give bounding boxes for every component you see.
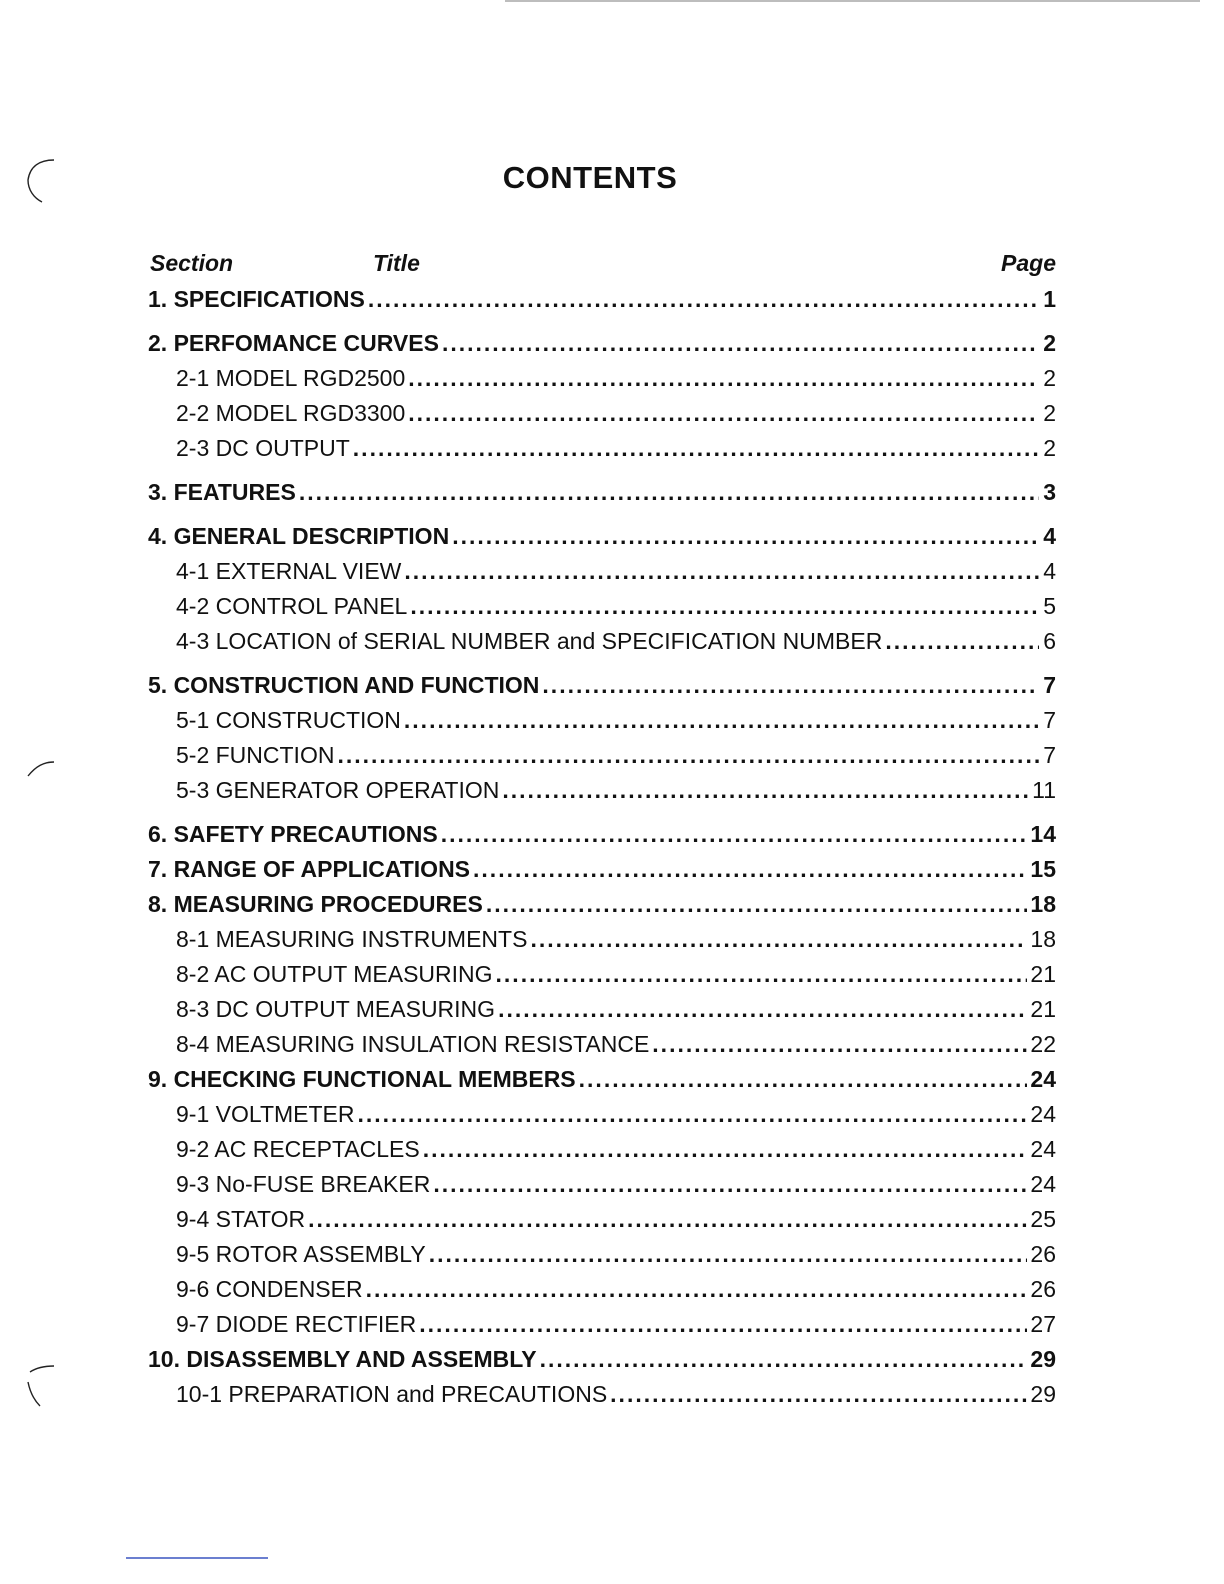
toc-entry-title: 9-3 No-FUSE BREAKER [176,1171,431,1197]
toc-page-number: 7 [1043,707,1056,733]
toc-entry-title: 8-4 MEASURING INSULATION RESISTANCE [176,1031,650,1057]
toc-entry-title: 8-1 MEASURING INSTRUMENTS [176,926,528,952]
toc-dot-leader [610,1377,1027,1412]
toc-dot-leader [579,1062,1028,1097]
toc-page-number: 5 [1043,593,1056,619]
toc-entry-title: 2-3 DC OUTPUT [176,435,350,461]
toc-dot-leader [442,326,1039,361]
toc-dot-leader [408,396,1039,431]
toc-subsection-row [148,1307,1056,1342]
toc-dot-leader [502,773,1029,808]
toc-dot-leader [410,589,1039,624]
toc-page-number: 27 [1030,1311,1056,1337]
toc-page-number: 15 [1030,856,1056,882]
toc-dot-leader [353,431,1039,466]
toc-subsection-row [148,922,1056,957]
toc-subsection-row [148,624,1056,659]
toc-subsection-row [148,1202,1056,1237]
toc-page-number: 11 [1032,777,1056,803]
toc-entry-title: 4. GENERAL DESCRIPTION [148,523,450,549]
toc-subsection-row [148,1167,1056,1202]
toc-subsection-row [148,738,1056,773]
toc-page-number: 14 [1030,821,1056,847]
toc-dot-leader [540,1342,1028,1377]
toc-subsection-row [148,1097,1056,1132]
toc-entry-title: 10-1 PREPARATION and PRECAUTIONS [176,1381,608,1407]
toc-subsection-row [148,957,1056,992]
toc-entry-title: 2-1 MODEL RGD2500 [176,365,406,391]
toc-entry-title: 9-6 CONDENSER [176,1276,363,1302]
toc-entry-title: 4-3 LOCATION of SERIAL NUMBER and SPECIFICATION NUMBER [176,628,883,654]
column-header-page: Page [1001,250,1056,276]
toc-entry-title: 5. CONSTRUCTION AND FUNCTION [148,672,540,698]
table-of-contents [148,282,1056,1412]
toc-page-number: 26 [1030,1241,1056,1267]
toc-page-number: 25 [1030,1206,1056,1232]
toc-dot-leader [299,475,1039,510]
column-header-section: Section [150,250,234,276]
scan-top-rule [505,0,1200,2]
toc-entry-title: 2-2 MODEL RGD3300 [176,400,406,426]
toc-dot-leader [433,1167,1027,1202]
toc-page-number: 24 [1030,1066,1056,1092]
toc-dot-leader [452,519,1039,554]
toc-entry-title: 9-7 DIODE RECTIFIER [176,1311,417,1337]
toc-page-number: 2 [1043,365,1056,391]
toc-page-number: 4 [1043,523,1056,549]
toc-page-number: 22 [1030,1031,1056,1057]
toc-section-row [148,1342,1056,1377]
toc-dot-leader [404,554,1039,589]
toc-subsection-row [148,1132,1056,1167]
toc-dot-leader [358,1097,1028,1132]
toc-section-row [148,519,1056,554]
toc-dot-leader [652,1027,1027,1062]
toc-page-number: 4 [1043,558,1056,584]
toc-section-row [148,887,1056,922]
toc-section-row [148,282,1056,317]
toc-entry-title: 3. FEATURES [148,479,296,505]
toc-page-number: 24 [1030,1101,1056,1127]
toc-dot-leader [368,282,1039,317]
toc-entry-title: 1. SPECIFICATIONS [148,286,365,312]
toc-subsection-row [148,431,1056,466]
toc-dot-leader [473,852,1027,887]
toc-entry-title: 9. CHECKING FUNCTIONAL MEMBERS [148,1066,576,1092]
toc-page-number: 18 [1030,891,1056,917]
toc-entry-title: 9-4 STATOR [176,1206,306,1232]
toc-dot-leader [337,738,1039,773]
toc-page-number: 1 [1043,286,1056,312]
toc-section-row [148,326,1056,361]
toc-entry-title: 5-2 FUNCTION [176,742,335,768]
toc-subsection-row [148,361,1056,396]
toc-entry-title: 8. MEASURING PROCEDURES [148,891,483,917]
toc-page-number: 2 [1043,330,1056,356]
toc-page-number: 2 [1043,435,1056,461]
toc-subsection-row [148,589,1056,624]
toc-page-number: 18 [1030,926,1056,952]
toc-subsection-row [148,1272,1056,1307]
toc-subsection-row [148,396,1056,431]
scan-bottom-rule [126,1557,268,1559]
toc-entry-title: 6. SAFETY PRECAUTIONS [148,821,438,847]
column-header-title: Title [373,250,420,276]
toc-page-number: 24 [1030,1136,1056,1162]
toc-subsection-row [148,554,1056,589]
toc-entry-title: 5-3 GENERATOR OPERATION [176,777,500,803]
toc-page-number: 29 [1030,1381,1056,1407]
toc-page-number: 2 [1043,400,1056,426]
toc-dot-leader [498,992,1027,1027]
toc-dot-leader [530,922,1027,957]
toc-dot-leader [408,361,1039,396]
toc-dot-leader [496,957,1028,992]
toc-dot-leader [419,1307,1027,1342]
toc-dot-leader [486,887,1028,922]
toc-section-row [148,668,1056,703]
toc-page-number: 21 [1030,996,1056,1022]
toc-entry-title: 8-3 DC OUTPUT MEASURING [176,996,496,1022]
toc-subsection-row [148,992,1056,1027]
toc-section-row [148,852,1056,887]
toc-entry-title: 5-1 CONSTRUCTION [176,707,401,733]
page-title: CONTENTS [502,160,678,195]
toc-entry-title: 9-2 AC RECEPTACLES [176,1136,420,1162]
toc-subsection-row [148,703,1056,738]
toc-dot-leader [542,668,1039,703]
toc-dot-leader [429,1237,1028,1272]
toc-section-row [148,475,1056,510]
toc-entry-title: 7. RANGE OF APPLICATIONS [148,856,471,882]
toc-entry-title: 10. DISASSEMBLY AND ASSEMBLY [148,1346,537,1372]
toc-subsection-row [148,1377,1056,1412]
toc-entry-title: 9-1 VOLTMETER [176,1101,355,1127]
toc-page-number: 3 [1043,479,1056,505]
toc-entry-title: 9-5 ROTOR ASSEMBLY [176,1241,426,1267]
toc-page-number: 26 [1030,1276,1056,1302]
toc-dot-leader [885,624,1039,659]
toc-page-number: 29 [1030,1346,1056,1372]
toc-page-number: 7 [1043,672,1056,698]
toc-subsection-row [148,1027,1056,1062]
toc-subsection-row [148,1237,1056,1272]
toc-section-row [148,817,1056,852]
toc-entry-title: 8-2 AC OUTPUT MEASURING [176,961,493,987]
toc-subsection-row [148,773,1056,808]
toc-dot-leader [404,703,1039,738]
toc-entry-title: 2. PERFOMANCE CURVES [148,330,439,356]
toc-dot-leader [366,1272,1028,1307]
toc-page-number: 7 [1043,742,1056,768]
toc-section-row [148,1062,1056,1097]
toc-entry-title: 4-2 CONTROL PANEL [176,593,408,619]
toc-dot-leader [308,1202,1027,1237]
toc-dot-leader [423,1132,1028,1167]
toc-page-number: 6 [1043,628,1056,654]
toc-entry-title: 4-1 EXTERNAL VIEW [176,558,402,584]
toc-page-number: 24 [1030,1171,1056,1197]
binding-hole-mark-middle [22,758,54,780]
toc-page-number: 21 [1030,961,1056,987]
binding-hole-mark-bottom [22,1360,54,1410]
toc-dot-leader [441,817,1028,852]
